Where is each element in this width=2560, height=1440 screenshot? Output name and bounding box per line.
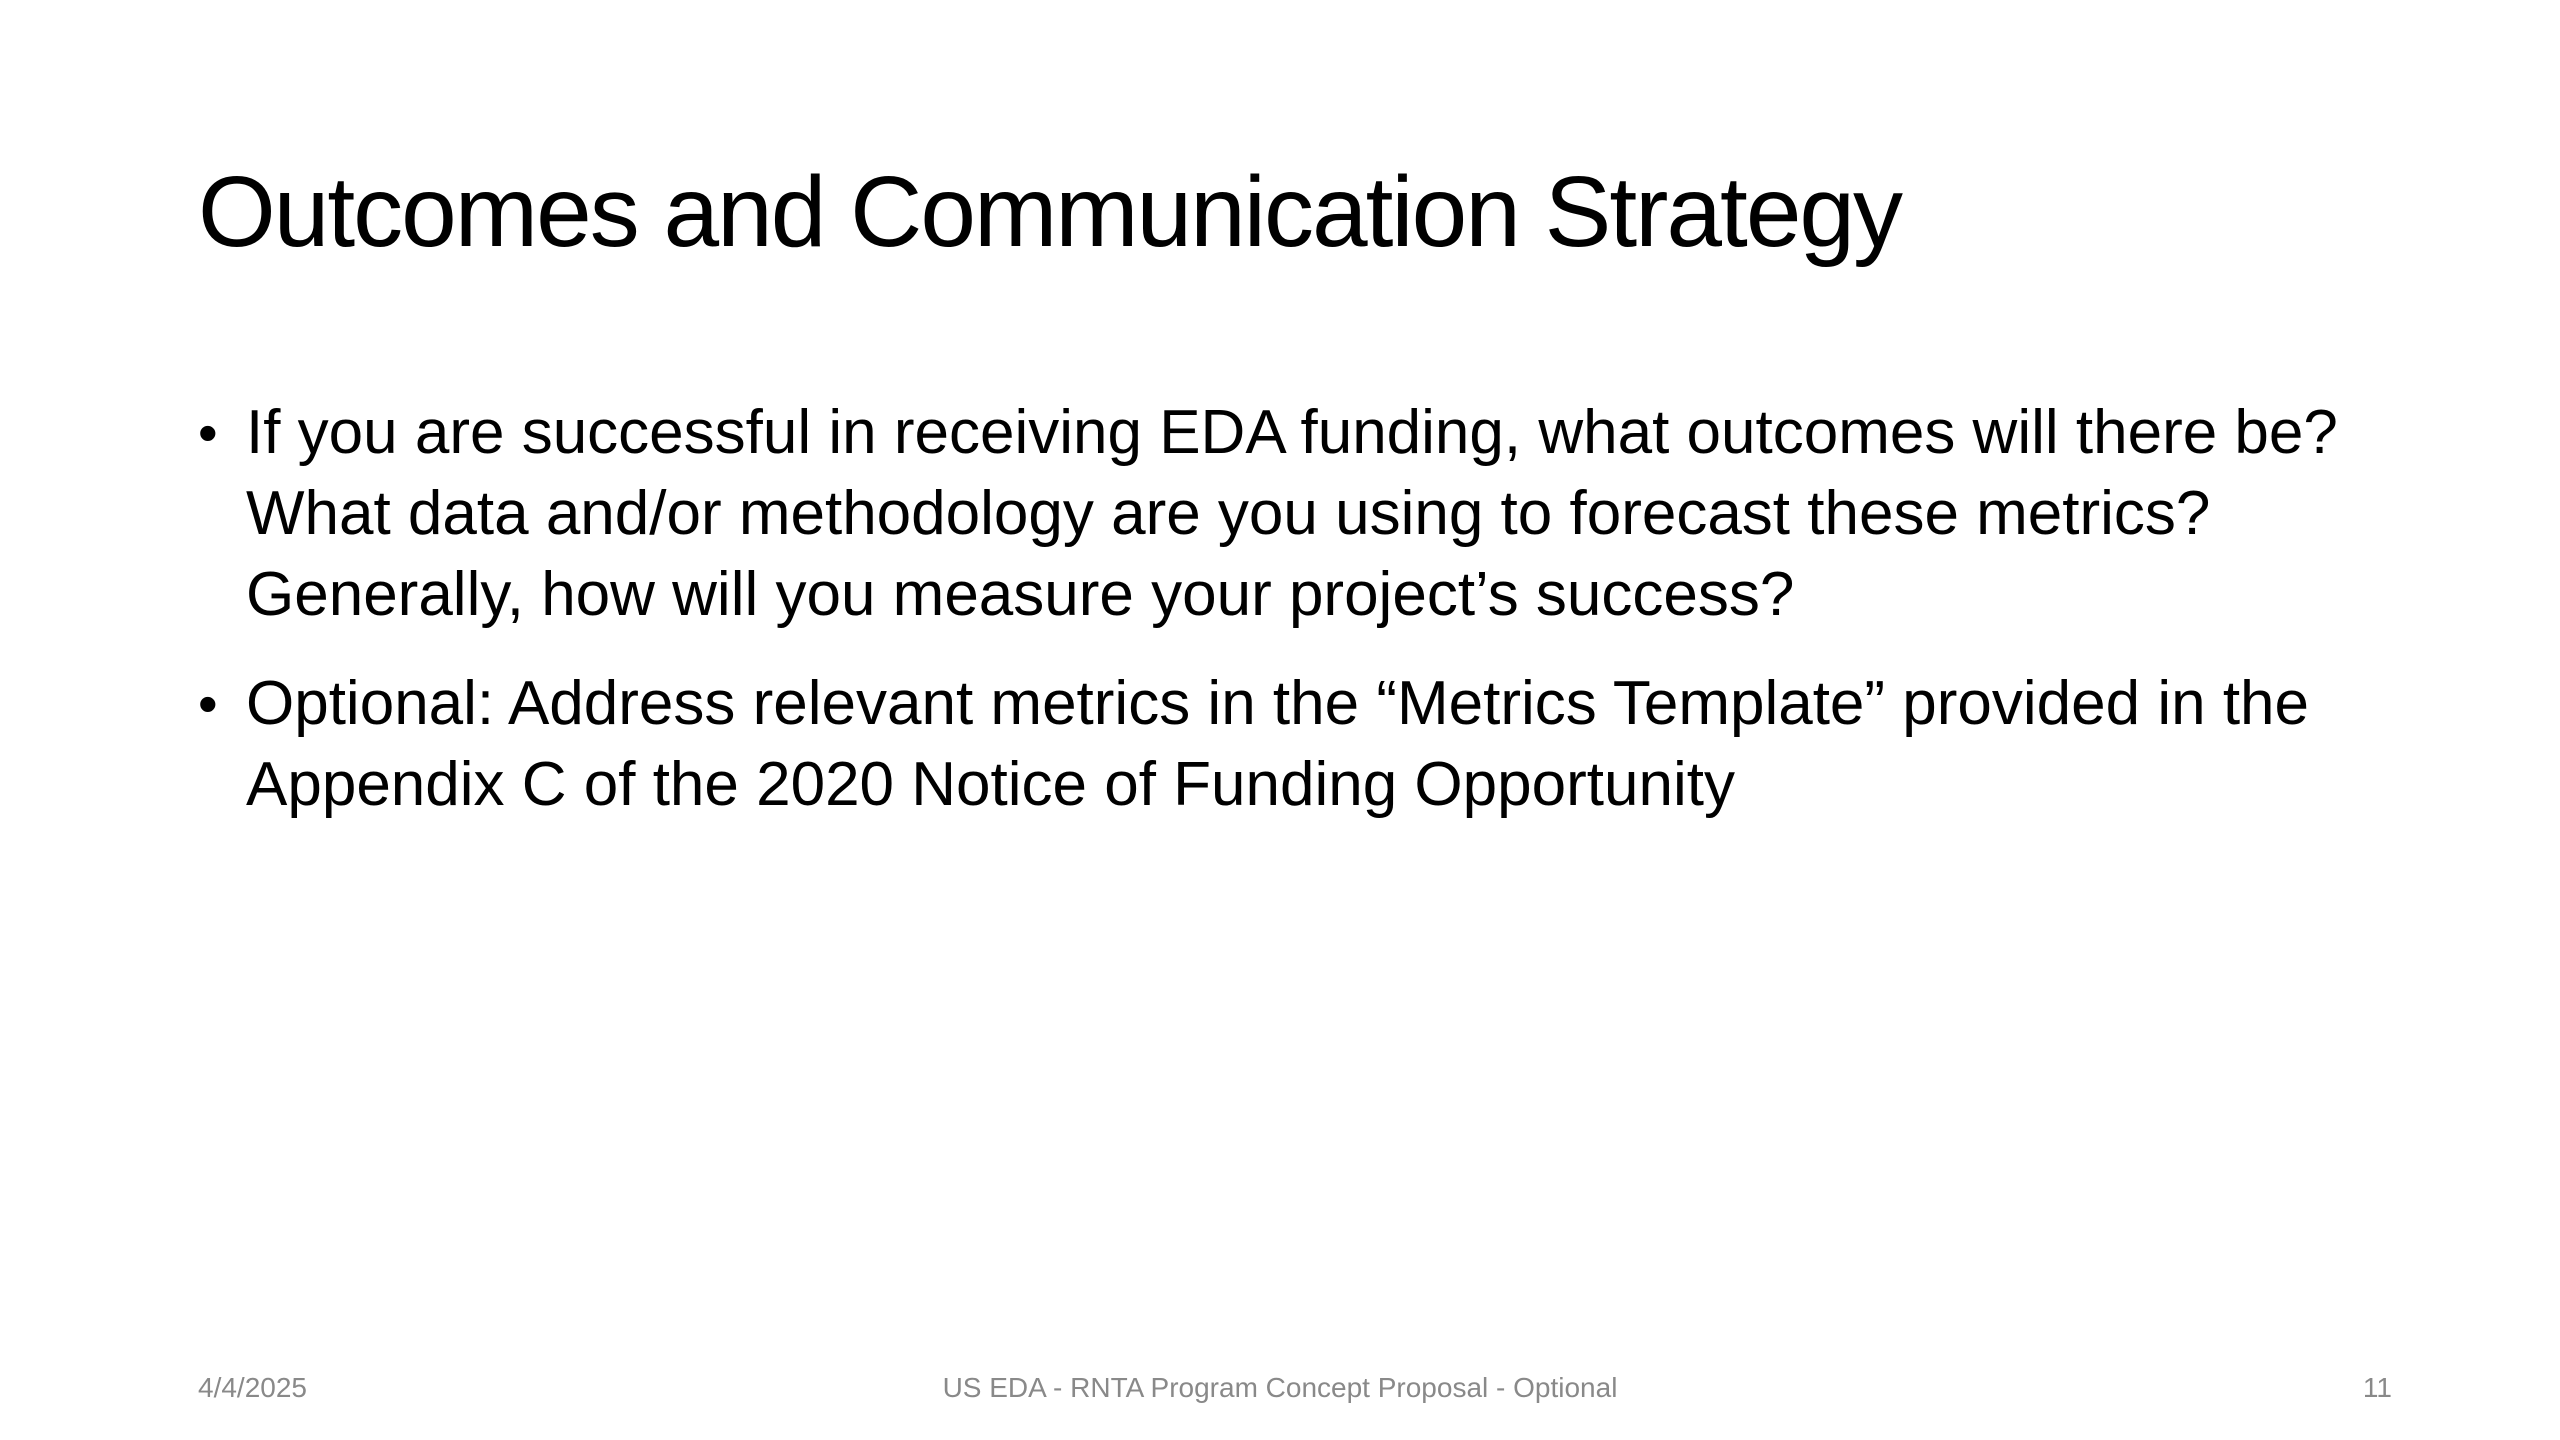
bullet-text: Optional: Address relevant metrics in the “Metrics Template” provided in the Appendix C of the 2020 Notice of Funding Opportunity	[246, 669, 2310, 819]
bullet-dot-icon: •	[198, 401, 218, 464]
bullet-list	[198, 392, 2348, 853]
footer-title: US EDA - RNTA Program Concept Proposal - Optional	[942, 1372, 1618, 1403]
slide-title: Outcomes and Communication Strategy	[198, 156, 1902, 268]
footer-date: 4/4/2025	[198, 1372, 307, 1403]
footer-page-number: 11	[2362, 1372, 2392, 1403]
bullet-item	[198, 392, 2348, 635]
bullet-item	[198, 663, 2348, 825]
bullet-dot-icon: •	[198, 672, 218, 735]
bullet-text: If you are successful in receiving EDA funding, what outcomes will there be? What data and/or methodology are you using to forecast these metrics? Generally, how will you measure your project’s success?	[246, 398, 2338, 629]
